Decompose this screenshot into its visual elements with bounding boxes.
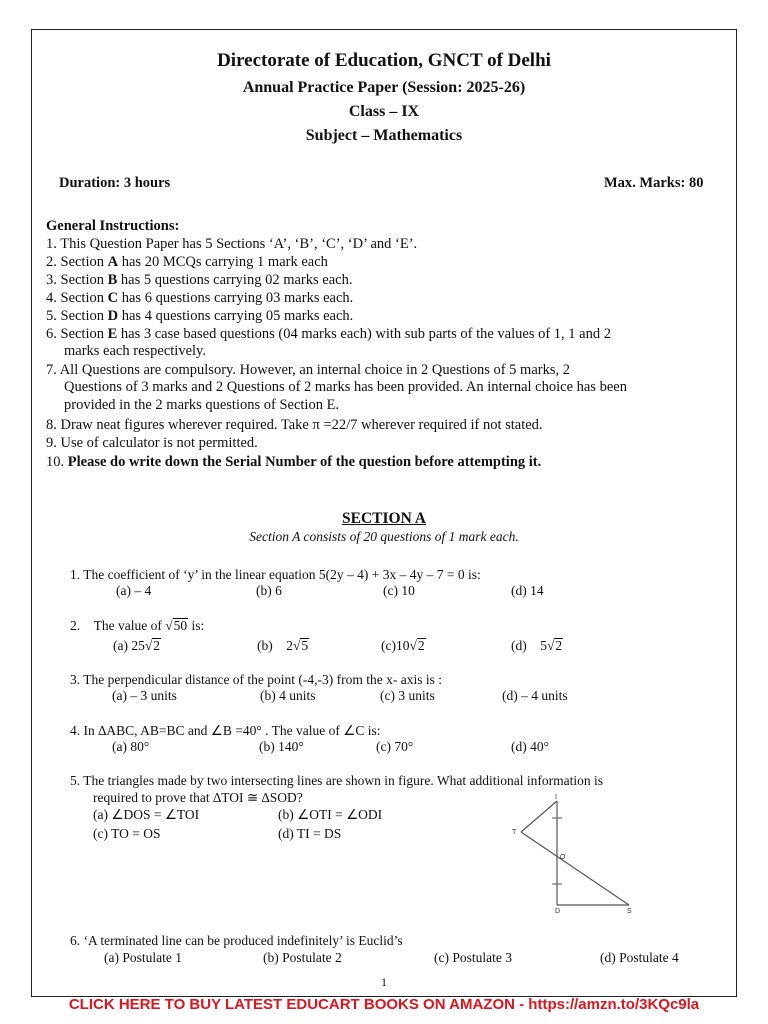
amazon-promo-link[interactable]: CLICK HERE TO BUY LATEST EDUCART BOOKS ON AMAZON - https://amzn.to/3KQc9la bbox=[68, 996, 700, 1013]
q3-option-d: (d) – 4 units bbox=[502, 688, 568, 703]
q4-option-b: (b) 140° bbox=[259, 739, 304, 754]
q5-option-c: (c) TO = OS bbox=[93, 826, 161, 841]
question-6: 6. ‘A terminated line can be produced indefinitely’ is Euclid’s bbox=[70, 933, 403, 948]
q6-option-d: (d) Postulate 4 bbox=[600, 950, 679, 965]
instruction-7: 7. All Questions are compulsory. However, an internal choice in 2 Questions of 5 marks, 2 bbox=[46, 362, 570, 378]
line-ts bbox=[521, 832, 629, 905]
q3-option-c: (c) 3 units bbox=[380, 688, 435, 703]
q1-option-d: (d) 14 bbox=[511, 583, 544, 598]
instruction-7-cont2: provided in the 2 marks questions of Section E. bbox=[64, 397, 340, 413]
question-2: 2. The value of √50 is: bbox=[70, 618, 205, 633]
instruction-4: 4. Section C has 6 questions carrying 03 marks each. bbox=[46, 290, 354, 306]
q5-option-d: (d) TI = DS bbox=[278, 826, 342, 841]
question-3: 3. The perpendicular distance of the point (-4,-3) from the x- axis is : bbox=[70, 672, 443, 687]
q6-option-b: (b) Postulate 2 bbox=[263, 950, 342, 965]
instruction-10: 10. Please do write down the Serial Number of the question before attempting it. bbox=[46, 454, 542, 470]
q6-option-c: (c) Postulate 3 bbox=[434, 950, 512, 965]
instruction-6: 6. Section E has 3 case based questions (04 marks each) with sub parts of the values of 1, 1 and 2 bbox=[46, 326, 611, 342]
q4-option-a: (a) 80° bbox=[112, 739, 150, 754]
q2-option-a: (a) 25√2 bbox=[113, 638, 161, 653]
label-d: D bbox=[555, 908, 561, 915]
label-t: T bbox=[512, 829, 517, 836]
q2-option-c: (c)10√2 bbox=[381, 638, 425, 653]
instructions-heading: General Instructions: bbox=[46, 218, 180, 234]
q5-option-a: (a) ∠DOS = ∠TOI bbox=[93, 807, 200, 822]
instruction-8: 8. Draw neat figures wherever required. Take π =22/7 wherever required if not stated. bbox=[46, 417, 543, 433]
section-title: SECTION A bbox=[342, 510, 426, 527]
label-i: I bbox=[555, 794, 557, 801]
instruction-2: 2. Section A has 20 MCQs carrying 1 mark each bbox=[46, 254, 328, 270]
page-title: Directorate of Education, GNCT of Delhi bbox=[217, 50, 551, 71]
page-number: 1 bbox=[381, 975, 387, 989]
q1-option-c: (c) 10 bbox=[383, 583, 415, 598]
triangles-figure bbox=[505, 790, 640, 915]
q3-option-a: (a) – 3 units bbox=[112, 688, 177, 703]
question-4: 4. In ∆ABC, AB=BC and ∠B =40° . The value of ∠C is: bbox=[70, 723, 381, 738]
q5-option-b: (b) ∠OTI = ∠ODI bbox=[278, 807, 383, 822]
q2-option-b: (b) 2√5 bbox=[257, 638, 309, 653]
paper-session: Annual Practice Paper (Session: 2025-26) bbox=[242, 79, 526, 96]
q6-option-a: (a) Postulate 1 bbox=[104, 950, 182, 965]
q4-option-d: (d) 40° bbox=[511, 739, 550, 754]
instruction-3: 3. Section B has 5 questions carrying 02 marks each. bbox=[46, 272, 353, 288]
line-ti bbox=[521, 801, 557, 832]
q3-option-b: (b) 4 units bbox=[260, 688, 316, 703]
question-5: 5. The triangles made by two intersecting lines are shown in figure. What additional information is bbox=[70, 773, 603, 788]
q1-option-b: (b) 6 bbox=[256, 583, 282, 598]
q2-option-d: (d) 5√2 bbox=[511, 638, 563, 653]
question-5-cont: required to prove that ∆TOI ≅ ∆SOD? bbox=[93, 790, 303, 805]
label-s: S bbox=[627, 908, 632, 915]
max-marks: Max. Marks: 80 bbox=[604, 175, 704, 191]
class-label: Class – IX bbox=[348, 103, 420, 120]
subject-label: Subject – Mathematics bbox=[305, 127, 463, 144]
q1-option-a: (a) – 4 bbox=[116, 583, 152, 598]
instruction-5: 5. Section D has 4 questions carrying 05 marks each. bbox=[46, 308, 354, 324]
q4-option-c: (c) 70° bbox=[376, 739, 414, 754]
instruction-1: 1. This Question Paper has 5 Sections ‘A’, ‘B’, ‘C’, ‘D’ and ‘E’. bbox=[46, 236, 418, 252]
instruction-7-cont1: Questions of 3 marks and 2 Questions of 2 marks has been provided. An internal choice has been bbox=[64, 379, 627, 395]
question-1: 1. The coefficient of ‘y’ in the linear equation 5(2y – 4) + 3x – 4y – 7 = 0 is: bbox=[70, 567, 481, 582]
duration: Duration: 3 hours bbox=[59, 175, 171, 191]
instruction-9: 9. Use of calculator is not permitted. bbox=[46, 435, 258, 451]
label-o: O bbox=[560, 854, 566, 861]
instruction-6-cont: marks each respectively. bbox=[64, 343, 206, 359]
section-subtitle: Section A consists of 20 questions of 1 mark each. bbox=[249, 529, 519, 544]
